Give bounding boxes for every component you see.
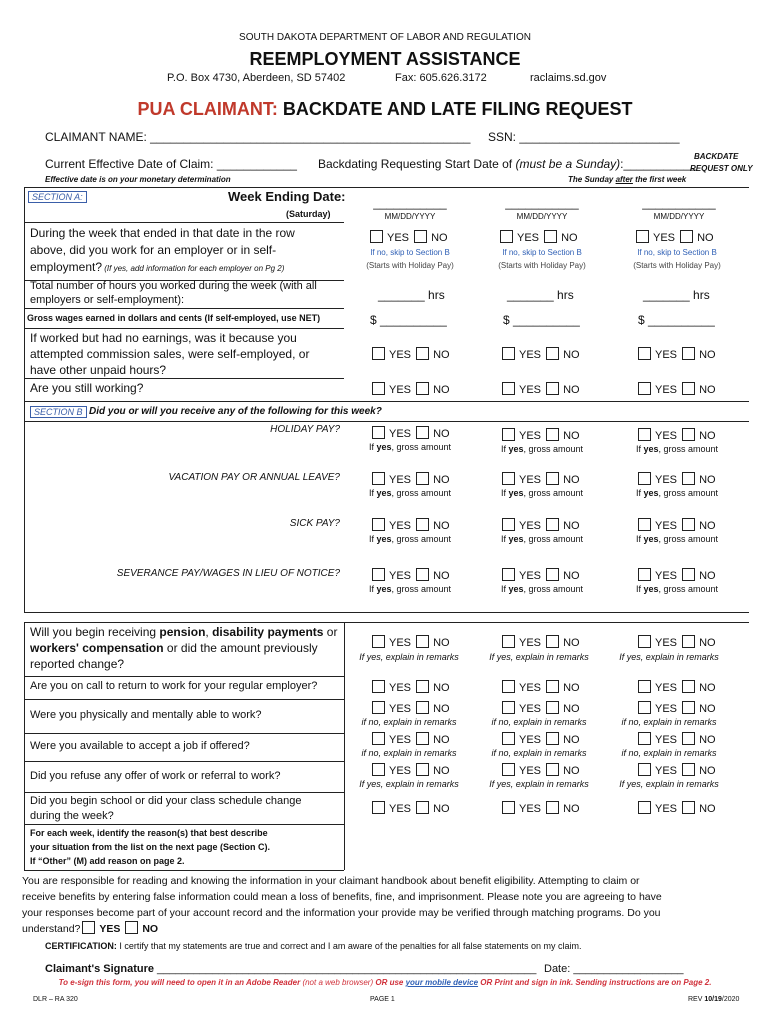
week-1-available-explain: if no, explain in remarks (361, 748, 457, 758)
week-2-no-earnings-yesno[interactable]: YES NO (500, 347, 580, 361)
no-checkbox[interactable] (416, 635, 429, 648)
no-checkbox[interactable] (416, 347, 429, 360)
yes-checkbox[interactable] (372, 347, 385, 360)
website: raclaims.sd.gov (530, 72, 607, 84)
week-1-holiday-note: (Starts with Holiday Pay) (366, 261, 454, 270)
week-2-available-explain: if no, explain in remarks (491, 748, 587, 758)
no-checkbox[interactable] (416, 763, 429, 776)
week-2-sick-gross[interactable]: If yes, gross amount (500, 534, 584, 544)
yes-checkbox[interactable] (372, 701, 385, 714)
week-3-able-yesno[interactable]: YES NO (636, 701, 716, 715)
week-2-holiday-yesno[interactable]: YES NO (500, 428, 580, 442)
week-3-refuse-yesno[interactable]: YES NO (636, 763, 716, 777)
worked-question: During the week that ended in that date in the row above, did you work for an employer or in self- employment? (If yes, add information for each employer on Pg 2) (30, 226, 295, 274)
week-3-school-yesno[interactable]: YES NO (636, 801, 716, 815)
no-earnings-question: If worked but had no earnings, was it because you attempted commission sales, were self-employed, or have other unpaid hours? (30, 331, 310, 377)
week-1-holiday-gross[interactable]: If yes, gross amount (368, 442, 452, 452)
understand-yes-checkbox[interactable] (82, 921, 95, 934)
vacation-pay-label: VACATION PAY OR ANNUAL LEAVE? (168, 472, 340, 483)
yes-checkbox[interactable] (372, 382, 385, 395)
yes-checkbox[interactable] (638, 472, 651, 485)
week-1-school-yesno[interactable]: YES NO (370, 801, 450, 815)
backdate-start-field[interactable]: Backdating Requesting Start Date of (must be a Sunday):___________ (318, 157, 697, 171)
week-2-still-working-yesno[interactable]: YES NO (500, 382, 580, 396)
no-checkbox[interactable] (416, 382, 429, 395)
week-3-holiday-yesno[interactable]: YES NO (636, 428, 716, 442)
week-3-worked-no-checkbox[interactable] (680, 230, 693, 243)
certification: CERTIFICATION: I certify that my statements are true and correct and I am aware of the penalties for all false statements on my claim. (45, 941, 582, 951)
no-checkbox[interactable] (546, 568, 559, 581)
week-2-able-yesno[interactable]: YES NO (500, 701, 580, 715)
no-checkbox[interactable] (416, 568, 429, 581)
form-title (0, 99, 770, 120)
revision: REV 10/19/2020 (688, 996, 740, 1003)
week-3-hours-field[interactable]: _______ hrs (643, 288, 710, 302)
effective-date-note: Effective date is on your monetary determination (45, 175, 231, 184)
week-1-able-yesno[interactable]: YES NO (370, 701, 450, 715)
yes-checkbox[interactable] (502, 472, 515, 485)
week-1-refuse-explain: If yes, explain in remarks (359, 779, 459, 789)
yes-checkbox[interactable] (372, 568, 385, 581)
no-checkbox[interactable] (546, 763, 559, 776)
no-checkbox[interactable] (546, 635, 559, 648)
no-checkbox[interactable] (416, 732, 429, 745)
agency-name: SOUTH DAKOTA DEPARTMENT OF LABOR AND REGULATION (239, 32, 531, 43)
week-2-refuse-yesno[interactable]: YES NO (500, 763, 580, 777)
week-3-pension-explain: If yes, explain in remarks (619, 652, 719, 662)
week-2-date[interactable]: ___________ (505, 196, 579, 210)
week-3-date[interactable]: ___________ (642, 196, 716, 210)
week-1-date-format: MM/DD/YYYY (384, 212, 436, 221)
week-3-sick-gross[interactable]: If yes, gross amount (635, 534, 719, 544)
severance-pay-label: SEVERANCE PAY/WAGES IN LIEU OF NOTICE? (116, 568, 340, 579)
week-3-worked-yes-checkbox[interactable] (636, 230, 649, 243)
week-2-sick-yesno[interactable]: YES NO (500, 518, 580, 532)
week-3-on-call-yesno[interactable]: YES NO (636, 680, 716, 694)
yes-checkbox[interactable] (638, 763, 651, 776)
no-checkbox[interactable] (546, 382, 559, 395)
no-checkbox[interactable] (546, 518, 559, 531)
week-2-skip-note: If no, skip to Section B (502, 248, 582, 257)
backdate-note-1: BACKDATE (694, 152, 739, 161)
week-1-no-earnings-yesno[interactable]: YES NO (370, 347, 450, 361)
yes-checkbox[interactable] (372, 635, 385, 648)
week-1-holiday-yesno[interactable]: YES NO (370, 426, 450, 440)
no-checkbox[interactable] (682, 680, 695, 693)
week-2-severance-yesno[interactable]: YES NO (500, 568, 580, 582)
week-2-worked-no-checkbox[interactable] (544, 230, 557, 243)
week-1-available-yesno[interactable]: YES NO (370, 732, 450, 746)
able-to-work-question: Were you physically and mentally able to work? (30, 709, 262, 721)
week-1-still-working-yesno[interactable]: YES NO (370, 382, 450, 396)
week-3-still-working-yesno[interactable]: YES NO (636, 382, 716, 396)
hours-question: Total number of hours you worked during the week (with all employers or self-employment): (30, 280, 317, 306)
week-2-vacation-yesno[interactable]: YES NO (500, 472, 580, 486)
yes-checkbox[interactable] (502, 382, 515, 395)
section-b-tag: SECTION B (30, 406, 87, 418)
yes-checkbox[interactable] (372, 801, 385, 814)
no-checkbox[interactable] (416, 680, 429, 693)
form-id: DLR – RA 320 (33, 996, 78, 1003)
yes-checkbox[interactable] (638, 732, 651, 745)
section-b-question: Did you or will you receive any of the following for this week? (89, 406, 382, 417)
refuse-work-question: Did you refuse any offer of work or referral to work? (30, 770, 281, 782)
pension-question: Will you begin receiving pension, disability payments or workers' compensation or did the amount previously reported change? (30, 625, 338, 671)
week-2-school-yesno[interactable]: YES NO (500, 801, 580, 815)
week-3-wages-field[interactable]: $ __________ (638, 313, 715, 327)
no-checkbox[interactable] (416, 701, 429, 714)
claimant-name-field[interactable]: CLAIMANT NAME: ________________________________________________ (45, 130, 471, 144)
yes-checkbox[interactable] (502, 568, 515, 581)
week-1-able-explain: if no, explain in remarks (361, 717, 457, 727)
no-checkbox[interactable] (546, 347, 559, 360)
week-3-no-earnings-yesno[interactable]: YES NO (636, 347, 716, 361)
yes-checkbox[interactable] (372, 472, 385, 485)
yes-checkbox[interactable] (638, 680, 651, 693)
week-1-pension-explain: If yes, explain in remarks (359, 652, 459, 662)
week-1-worked-yes-checkbox[interactable] (370, 230, 383, 243)
yes-checkbox[interactable] (502, 518, 515, 531)
week-3-vacation-yesno[interactable]: YES NO (636, 472, 716, 486)
no-checkbox[interactable] (682, 801, 695, 814)
sunday-note: The Sunday after the first week (568, 175, 687, 184)
week-3-holiday-gross[interactable]: If yes, gross amount (635, 444, 719, 454)
week-2-refuse-explain: If yes, explain in remarks (489, 779, 589, 789)
week-2-pension-explain: If yes, explain in remarks (489, 652, 589, 662)
no-checkbox[interactable] (546, 680, 559, 693)
week-2-holiday-gross[interactable]: If yes, gross amount (500, 444, 584, 454)
week-3-available-explain: if no, explain in remarks (621, 748, 717, 758)
program-name: REEMPLOYMENT ASSISTANCE (249, 49, 521, 69)
no-checkbox[interactable] (682, 518, 695, 531)
yes-checkbox[interactable] (638, 347, 651, 360)
yes-checkbox[interactable] (502, 428, 515, 441)
week-2-on-call-yesno[interactable]: YES NO (500, 680, 580, 694)
saturday-label: (Saturday) (286, 209, 331, 219)
week-1-sick-yesno[interactable]: YES NO (370, 518, 450, 532)
week-3-worked-yesno[interactable]: YES NO (634, 230, 714, 244)
yes-checkbox[interactable] (638, 428, 651, 441)
week-3-date-format: MM/DD/YYYY (653, 212, 705, 221)
week-1-wages-field[interactable]: $ __________ (370, 313, 447, 327)
no-checkbox[interactable] (682, 472, 695, 485)
week-2-worked-yes-checkbox[interactable] (500, 230, 513, 243)
yes-checkbox[interactable] (502, 701, 515, 714)
week-3-pension-yesno[interactable]: YES NO (636, 635, 716, 649)
yes-checkbox[interactable] (638, 518, 651, 531)
week-2-vacation-gross[interactable]: If yes, gross amount (500, 488, 584, 498)
yes-checkbox[interactable] (502, 635, 515, 648)
no-checkbox[interactable] (546, 428, 559, 441)
gross-wages-question: Gross wages earned in dollars and cents (If self-employed, use NET) (27, 313, 321, 323)
week-2-wages-field[interactable]: $ __________ (503, 313, 580, 327)
responsibility-statement: You are responsible for reading and knowing the information in your claimant handbook about benefit eligibility. Attempting to claim or receive benefits by entering false information could mean a loss of benefits, fine, and imprisonment. Please note you are agreeing to have your responses become part of your account record and the information your provide may be verified through matching programs. Do you understand? YES NO (22, 875, 662, 935)
week-1-sick-gross[interactable]: If yes, gross amount (368, 534, 452, 544)
no-checkbox[interactable] (682, 568, 695, 581)
week-1-hours-field[interactable]: _______ hrs (378, 288, 445, 302)
section-a-tag: SECTION A: (28, 191, 87, 203)
week-3-refuse-explain: If yes, explain in remarks (619, 779, 719, 789)
ssn-field[interactable]: SSN: ________________________ (488, 130, 680, 144)
week-3-able-explain: if no, explain in remarks (621, 717, 717, 727)
yes-checkbox[interactable] (502, 680, 515, 693)
on-call-question: Are you on call to return to work for your regular employer? (30, 680, 318, 692)
no-checkbox[interactable] (682, 347, 695, 360)
no-checkbox[interactable] (416, 518, 429, 531)
week-1-worked-yesno[interactable]: YES NO (368, 230, 448, 244)
week-3-sick-yesno[interactable]: YES NO (636, 518, 716, 532)
no-checkbox[interactable] (546, 732, 559, 745)
reason-instructions: For each week, identify the reason(s) that best describe your situation from the list on the next page (Section C). If “Other” (M) add reason on page 2. (30, 828, 271, 866)
week-2-hours-field[interactable]: _______ hrs (507, 288, 574, 302)
page-number: PAGE 1 (370, 996, 395, 1003)
week-1-on-call-yesno[interactable]: YES NO (370, 680, 450, 694)
week-1-pension-yesno[interactable]: YES NO (370, 635, 450, 649)
backdate-note-2: REQUEST ONLY (690, 164, 753, 173)
week-2-holiday-note: (Starts with Holiday Pay) (498, 261, 586, 270)
week-2-able-explain: if no, explain in remarks (491, 717, 587, 727)
yes-checkbox[interactable] (372, 680, 385, 693)
week-1-date[interactable]: ___________ (373, 196, 447, 210)
signature-field[interactable]: Claimant's Signature ______________________________________________________________ (45, 963, 537, 975)
week-2-severance-gross[interactable]: If yes, gross amount (500, 584, 584, 594)
week-2-available-yesno[interactable]: YES NO (500, 732, 580, 746)
still-working-question: Are you still working? (30, 381, 144, 395)
week-2-date-format: MM/DD/YYYY (516, 212, 568, 221)
week-1-severance-yesno[interactable]: YES NO (370, 568, 450, 582)
week-3-holiday-note: (Starts with Holiday Pay) (633, 261, 721, 270)
yes-checkbox[interactable] (638, 635, 651, 648)
week-3-skip-note: If no, skip to Section B (637, 248, 717, 257)
no-checkbox[interactable] (682, 732, 695, 745)
week-3-severance-yesno[interactable]: YES NO (636, 568, 716, 582)
school-question: Did you begin school or did your class schedule change during the week? (30, 795, 302, 822)
yes-checkbox[interactable] (502, 732, 515, 745)
no-checkbox[interactable] (682, 382, 695, 395)
no-checkbox[interactable] (546, 801, 559, 814)
yes-checkbox[interactable] (638, 701, 651, 714)
week-3-vacation-gross[interactable]: If yes, gross amount (635, 488, 719, 498)
yes-checkbox[interactable] (372, 763, 385, 776)
week-1-skip-note: If no, skip to Section B (370, 248, 450, 257)
yes-checkbox[interactable] (372, 732, 385, 745)
week-2-pension-yesno[interactable]: YES NO (500, 635, 580, 649)
no-checkbox[interactable] (546, 701, 559, 714)
yes-checkbox[interactable] (502, 763, 515, 776)
no-checkbox[interactable] (682, 635, 695, 648)
week-1-vacation-yesno[interactable]: YES NO (370, 472, 450, 486)
week-3-severance-gross[interactable]: If yes, gross amount (635, 584, 719, 594)
esign-instructions: To e-sign this form, you will need to open it in an Adobe Reader (not a web browser) OR use your mobile device OR Print and sign in ink. Sending instructions are on Page 2. (58, 978, 712, 987)
yes-checkbox[interactable] (638, 382, 651, 395)
week-ending-label: Week Ending Date: (228, 189, 346, 204)
no-checkbox[interactable] (546, 472, 559, 485)
week-1-worked-no-checkbox[interactable] (414, 230, 427, 243)
po-box: P.O. Box 4730, Aberdeen, SD 57402 (167, 72, 346, 84)
yes-checkbox[interactable] (502, 801, 515, 814)
available-question: Were you available to accept a job if offered? (30, 740, 250, 752)
fax: Fax: 605.626.3172 (395, 72, 487, 84)
yes-checkbox[interactable] (638, 801, 651, 814)
yes-checkbox[interactable] (372, 518, 385, 531)
understand-no-checkbox[interactable] (125, 921, 138, 934)
sick-pay-label: SICK PAY? (289, 518, 340, 529)
week-1-vacation-gross[interactable]: If yes, gross amount (368, 488, 452, 498)
holiday-pay-label: HOLIDAY PAY? (270, 424, 340, 435)
no-checkbox[interactable] (416, 472, 429, 485)
date-field[interactable]: Date: __________________ (544, 963, 684, 975)
no-checkbox[interactable] (416, 801, 429, 814)
week-3-available-yesno[interactable]: YES NO (636, 732, 716, 746)
yes-checkbox[interactable] (372, 426, 385, 439)
no-checkbox[interactable] (682, 428, 695, 441)
title-rest: BACKDATE AND LATE FILING REQUEST (277, 99, 633, 119)
yes-checkbox[interactable] (638, 568, 651, 581)
no-checkbox[interactable] (416, 426, 429, 439)
no-checkbox[interactable] (682, 763, 695, 776)
no-checkbox[interactable] (682, 701, 695, 714)
effective-date-field[interactable]: Current Effective Date of Claim: ____________ (45, 157, 297, 171)
week-1-severance-gross[interactable]: If yes, gross amount (368, 584, 452, 594)
yes-checkbox[interactable] (502, 347, 515, 360)
week-2-worked-yesno[interactable]: YES NO (498, 230, 578, 244)
week-1-refuse-yesno[interactable]: YES NO (370, 763, 450, 777)
title-prefix: PUA CLAIMANT: (137, 99, 278, 119)
